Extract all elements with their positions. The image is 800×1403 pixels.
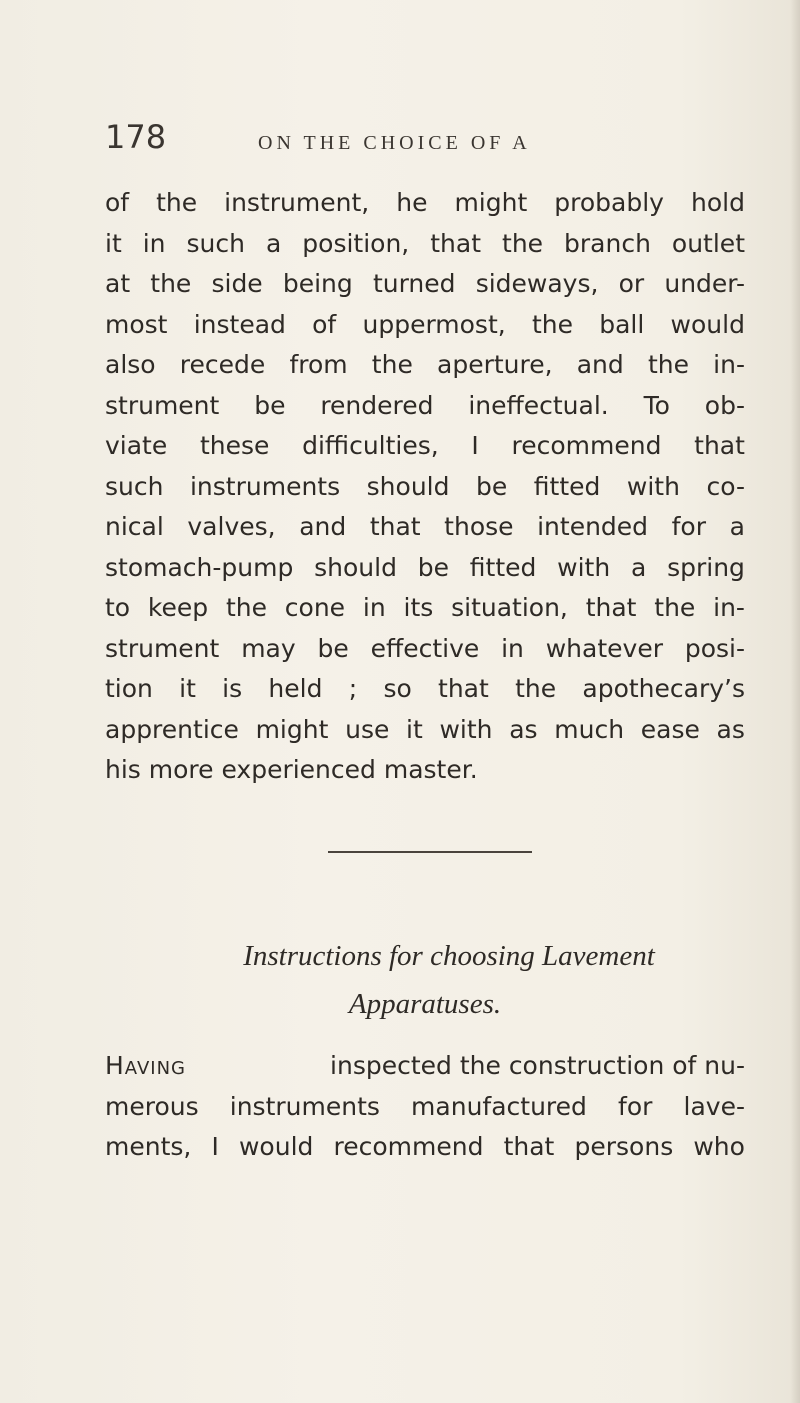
text-line: tion it is held ; so that the apothecary’s xyxy=(105,674,745,703)
text-line-rest: inspected the construction of nu- xyxy=(330,1051,745,1080)
lead-word: Having xyxy=(105,1051,186,1080)
page-edge-shadow xyxy=(790,0,800,1403)
body-paragraph xyxy=(105,183,745,791)
section-paragraph xyxy=(105,1046,745,1168)
text-line: stomach-pump should be fitted with a spring xyxy=(105,552,745,582)
text-line: strument be rendered ineffectual. To ob- xyxy=(105,390,745,420)
text-line: also recede from the aperture, and the in- xyxy=(105,350,745,379)
text-line: viate these difficulties, I recommend that xyxy=(105,431,745,460)
running-head xyxy=(105,118,725,158)
text-line: ments, I would recommend that persons who xyxy=(105,1132,745,1161)
section-heading xyxy=(105,932,745,1028)
text-line: his more experienced master. xyxy=(105,755,478,784)
text-line: it in such a position, that the branch outlet xyxy=(105,228,745,258)
text-line: at the side being turned sideways, or under- xyxy=(105,269,745,298)
text-line: apprentice might use it with as much ease as xyxy=(105,714,745,744)
text-line: strument may be effective in whatever posi- xyxy=(105,633,745,663)
text-line xyxy=(105,1046,745,1087)
text-line: to keep the cone in its situation, that the in- xyxy=(105,593,745,622)
text-line: such instruments should be fitted with co- xyxy=(105,471,745,501)
text-line: of the instrument, he might probably hold xyxy=(105,188,745,217)
running-title: ON THE CHOICE OF A xyxy=(258,132,531,154)
page-number: 178 xyxy=(105,118,167,156)
section-heading-line: Apparatuses. xyxy=(348,988,502,1020)
text-line: nical valves, and that those intended for a xyxy=(105,512,745,541)
section-heading-line: Instructions for choosing Lavement xyxy=(243,940,655,972)
section-divider xyxy=(328,851,532,853)
text-line: merous instruments manufactured for lave- xyxy=(105,1091,745,1121)
text-line: most instead of uppermost, the ball would xyxy=(105,309,745,339)
